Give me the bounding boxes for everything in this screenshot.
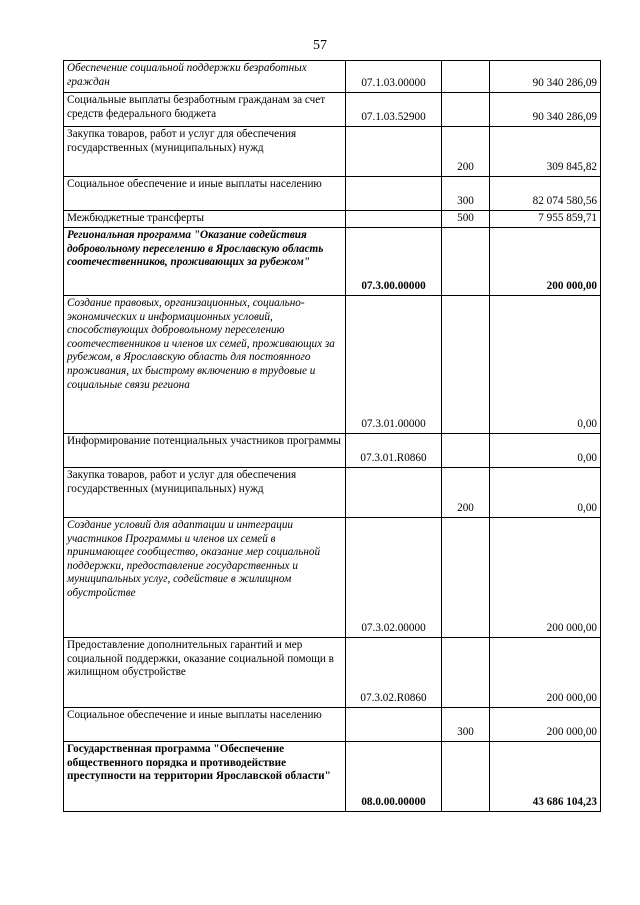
row-name-cell: Закупка товаров, работ и услуг для обеспечения государственных (муниципальных) нужд — [64, 468, 346, 518]
row-amount-cell: 200 000,00 — [490, 638, 601, 708]
budget-table — [63, 60, 601, 812]
row-code-cell: 07.3.01.R0860 — [346, 434, 442, 468]
row-vr-cell — [442, 296, 490, 434]
row-name-cell: Межбюджетные трансферты — [64, 211, 346, 228]
row-vr-cell: 200 — [442, 127, 490, 177]
row-amount-cell: 0,00 — [490, 296, 601, 434]
row-code-cell — [346, 211, 442, 228]
row-code-cell: 07.1.03.52900 — [346, 93, 442, 127]
row-name-cell: Социальные выплаты безработным гражданам за счет средств федерального бюджета — [64, 93, 346, 127]
row-amount-cell: 82 074 580,56 — [490, 177, 601, 211]
row-vr-cell — [442, 434, 490, 468]
row-amount-cell: 90 340 286,09 — [490, 93, 601, 127]
row-vr-cell: 300 — [442, 708, 490, 742]
row-code-cell — [346, 468, 442, 518]
table-row — [64, 434, 601, 468]
row-name-cell: Создание правовых, организационных, социально-экономических и информационных условий, способствующих добровольному переселению соотечественников и членов их семей, проживающих за рубежом, в Ярославскую область для постоянного проживания, их быстрому включению в трудовые и социальные связи региона — [64, 296, 346, 434]
row-name-cell: Региональная программа "Оказание содействия добровольному переселению в Ярославскую область соотечественников, проживающих за рубежом" — [64, 228, 346, 296]
row-vr-cell — [442, 518, 490, 638]
page-number: 57 — [313, 38, 327, 53]
row-vr-cell: 200 — [442, 468, 490, 518]
row-vr-cell — [442, 742, 490, 812]
row-code-cell: 07.3.00.00000 — [346, 228, 442, 296]
table-row — [64, 93, 601, 127]
row-amount-cell: 309 845,82 — [490, 127, 601, 177]
table-row — [64, 228, 601, 296]
row-code-cell — [346, 177, 442, 211]
row-name-cell: Закупка товаров, работ и услуг для обеспечения государственных (муниципальных) нужд — [64, 127, 346, 177]
row-code-cell: 08.0.00.00000 — [346, 742, 442, 812]
table-row — [64, 211, 601, 228]
row-code-cell — [346, 708, 442, 742]
table-row — [64, 127, 601, 177]
row-amount-cell: 0,00 — [490, 434, 601, 468]
row-vr-cell — [442, 228, 490, 296]
table-row — [64, 61, 601, 93]
row-name-cell: Социальное обеспечение и иные выплаты населению — [64, 177, 346, 211]
row-name-cell: Информирование потенциальных участников программы — [64, 434, 346, 468]
row-vr-cell: 500 — [442, 211, 490, 228]
table-row — [64, 468, 601, 518]
table-row — [64, 296, 601, 434]
row-code-cell: 07.3.02.00000 — [346, 518, 442, 638]
row-amount-cell: 43 686 104,23 — [490, 742, 601, 812]
table-row — [64, 742, 601, 812]
row-amount-cell: 7 955 859,71 — [490, 211, 601, 228]
table-row — [64, 177, 601, 211]
row-name-cell: Обеспечение социальной поддержки безработных граждан — [64, 61, 346, 93]
row-amount-cell: 0,00 — [490, 468, 601, 518]
row-name-cell: Социальное обеспечение и иные выплаты населению — [64, 708, 346, 742]
row-name-cell: Предоставление дополнительных гарантий и мер социальной поддержки, оказание социальной помощи в жилищном обустройстве — [64, 638, 346, 708]
row-vr-cell — [442, 638, 490, 708]
row-vr-cell — [442, 61, 490, 93]
row-amount-cell: 200 000,00 — [490, 518, 601, 638]
row-vr-cell: 300 — [442, 177, 490, 211]
row-amount-cell: 200 000,00 — [490, 228, 601, 296]
row-name-cell: Создание условий для адаптации и интеграции участников Программы и членов их семей в принимающее сообщество, оказание мер социальной поддержки, предоставление государственных и муниципальных услуг, содействие в жилищном обустройстве — [64, 518, 346, 638]
row-code-cell: 07.1.03.00000 — [346, 61, 442, 93]
table-row — [64, 708, 601, 742]
row-code-cell: 07.3.01.00000 — [346, 296, 442, 434]
row-vr-cell — [442, 93, 490, 127]
table-row — [64, 518, 601, 638]
row-amount-cell: 90 340 286,09 — [490, 61, 601, 93]
row-code-cell: 07.3.02.R0860 — [346, 638, 442, 708]
table-row — [64, 638, 601, 708]
row-name-cell: Государственная программа "Обеспечение общественного порядка и противодействие преступности на территории Ярославской области" — [64, 742, 346, 812]
row-code-cell — [346, 127, 442, 177]
row-amount-cell: 200 000,00 — [490, 708, 601, 742]
